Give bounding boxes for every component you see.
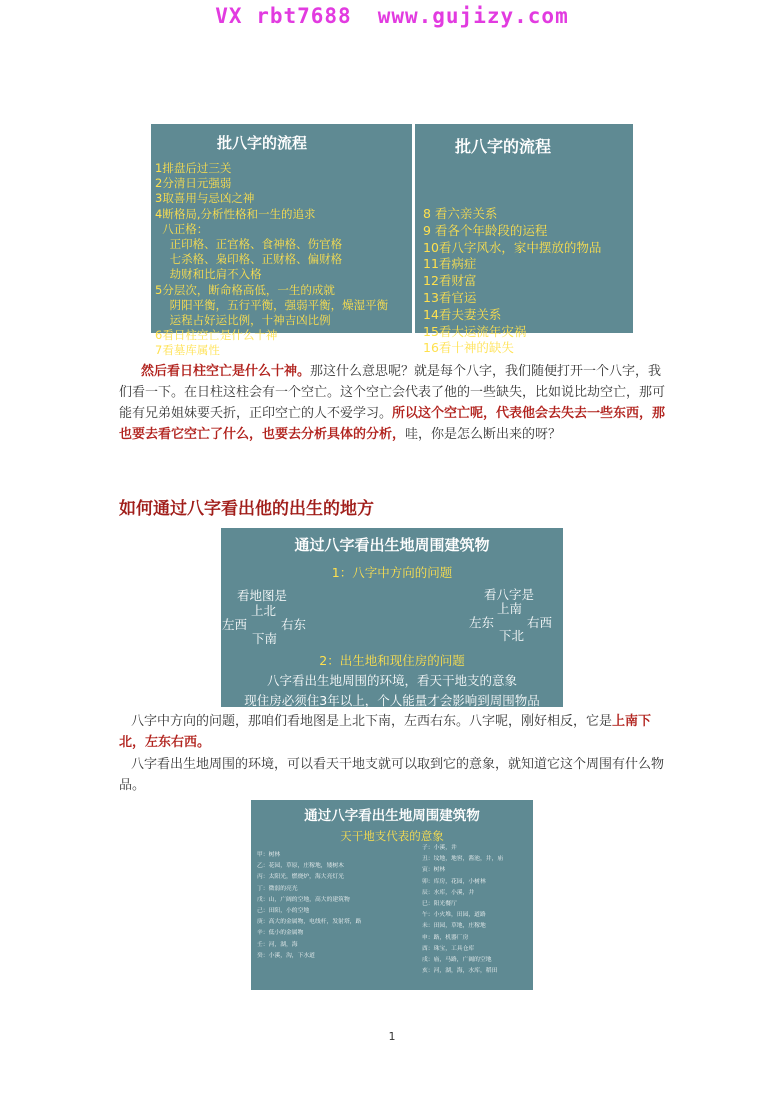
section-heading: 如何通过八字看出他的出生的地方: [119, 499, 374, 519]
list-item: 七杀格、枭印格、正财格、偏财格: [155, 252, 343, 267]
watermark-site: www.gujizy.com: [377, 4, 569, 28]
slide-right-title: 批八字的流程: [455, 137, 552, 156]
body-text: 八字中方向的问题，那咱们看地图是上北下南，左西右东。八字呢，刚好相反，它是: [131, 714, 613, 729]
list-item: 2分清日元强弱: [155, 176, 232, 191]
bazi-label: 看八字是: [484, 587, 535, 602]
list-item: 己：田阳，小的空地: [257, 908, 310, 915]
list-item: 正印格、正官格、食神格、伤官格: [155, 237, 343, 252]
page-number: 1: [388, 1030, 396, 1043]
list-item: 丙：太阳光，燃烧炉，海大亮灯光: [257, 874, 344, 881]
body-text: 那这什么意思呢？就是每个八字，我们随便打开一个八字，我们看一下。在日柱这柱会有一个空亡。这个空亡会代表了他的一些缺失，比如说比劫空亡，那可能有兄弟姐妹要夭折，正印空亡的人不爱学习。: [119, 364, 666, 421]
list-item: 卯：库房，花园，小树林: [422, 878, 486, 885]
paragraph-kongwang: [119, 361, 669, 445]
list-item: 申：路，机器厂房: [422, 934, 469, 941]
slide-birthplace-buildings: [221, 528, 563, 707]
slide-left-list: [155, 161, 411, 359]
list-item: 10看八字风水，家中摆放的物品: [423, 239, 602, 255]
watermark: [0, 4, 784, 28]
list-item: 阴阳平衡，五行平衡，强弱平衡，燥湿平衡: [155, 297, 389, 312]
slide-left-column: [155, 124, 411, 359]
list-item: 劫财和比肩不入格: [155, 267, 262, 282]
list-item: 12看财富: [423, 273, 477, 289]
list-item: 15看大运流年灾祸: [423, 323, 527, 339]
list-item: 酉：珠宝，工具仓库: [422, 945, 475, 952]
list-item: 庚：高大的金属物，电线杆，发射塔，路: [257, 919, 362, 926]
list-item: 11看病症: [423, 256, 477, 272]
map-label: 看地图是: [237, 588, 288, 603]
slide-title: 通过八字看出生地周围建筑物: [304, 808, 480, 824]
slide-divider: [412, 124, 415, 333]
list-item: 未：田园，草地，庄稼地: [422, 923, 486, 930]
slide-line-residence: 现住房必须住3年以上，个人能量才会影响到周围物品: [244, 693, 540, 708]
bazi-south: 上南: [497, 601, 523, 616]
list-item: 8 看六亲关系: [423, 206, 498, 221]
list-item: 壬：河，湖，海: [257, 941, 298, 948]
list-item: 子：小溪，井: [422, 845, 457, 851]
list-item: 巳：阳光餐厅: [422, 901, 457, 908]
list-item: 乙：花园，草原，庄稼地，矮树木: [257, 863, 344, 870]
emphasis-text: 然后看日柱空亡是什么十神。: [141, 364, 311, 379]
slide-subtitle-residence: 2：出生地和现住房的问题: [319, 653, 465, 668]
slide-subtitle: 天干地支代表的意象: [340, 829, 444, 843]
branches-list: [422, 843, 503, 977]
watermark-vx: VX rbt7688: [215, 4, 352, 28]
slide-bazi-process: [151, 124, 633, 358]
slide-right-list: [423, 206, 633, 357]
list-item: 4断格局,分析性格和一生的追求: [155, 206, 316, 221]
list-item: 甲：树林: [257, 852, 281, 858]
list-item: 9 看各个年龄段的运程: [423, 222, 548, 238]
list-item: 1排盘后过三关: [155, 161, 232, 175]
list-item: 亥：河，湖，海，水库，稻田: [422, 968, 498, 975]
list-item: 14看夫妻关系: [423, 306, 502, 322]
list-item: 丑：坟地，地窖，酱池，井，庙: [422, 856, 504, 863]
list-item: 八正格：: [155, 221, 209, 236]
list-item: 运程占好运比例，十神吉凶比例: [155, 313, 331, 328]
list-item: 辛：低小的金属物: [257, 930, 304, 937]
list-item: 3取喜用与忌凶之神: [155, 191, 255, 206]
slide-left-title: 批八字的流程: [217, 134, 308, 152]
emphasis-text: 上南下北，左东右西。: [119, 714, 652, 750]
slide-subtitle-direction: 1：八字中方向的问题: [331, 565, 453, 580]
stems-list: [257, 850, 361, 962]
map-west: 左西: [222, 617, 248, 632]
emphasis-text: 所以这个空亡呢，代表他会去失去一些东西，那也要去看它空亡了什么，也要去分析具体的分析，: [119, 406, 666, 442]
list-item: 7看墓库属性: [155, 343, 220, 358]
list-item: 丁：微弱的亮光: [257, 885, 298, 892]
bazi-west: 右西: [527, 615, 553, 630]
slide-right-column: [419, 124, 633, 357]
bazi-north: 下北: [499, 628, 525, 643]
map-south: 下南: [252, 631, 278, 646]
list-item: 辰：水库，小溪，井: [422, 889, 475, 896]
slide-line-environment: 八字看出生地周围的环境，看天干地支的意象: [266, 673, 517, 688]
list-item: 5分层次，断命格高低，一生的成就: [155, 282, 335, 297]
slide-title: 通过八字看出生地周围建筑物: [294, 536, 490, 554]
slide-stems-branches: [251, 800, 533, 990]
list-item: 戊：山，广阔的空地，高大的建筑物: [257, 896, 350, 903]
list-item: 16看十神的缺失: [423, 340, 514, 356]
list-item: 寅：树林: [422, 867, 446, 874]
body-text: 哇，你是怎么断出来的呀？: [405, 427, 562, 442]
list-item: 13看官运: [423, 289, 477, 305]
map-north: 上北: [251, 603, 277, 618]
bazi-east: 左东: [469, 615, 495, 630]
paragraph-direction: [119, 711, 669, 753]
list-item: 戌：庙，马路，广阔的空地: [422, 957, 492, 964]
list-item: 癸：小溪，沟，下水道: [257, 952, 315, 959]
list-item: 午：小火堆，田园，道路: [422, 912, 486, 919]
map-east: 右东: [281, 617, 307, 632]
list-item: 6看日柱空亡是什么十神: [155, 328, 278, 343]
paragraph-environment: 八字看出生地周围的环境，可以看天干地支就可以取到它的意象，就知道它这个周围有什么物品。: [119, 757, 665, 793]
